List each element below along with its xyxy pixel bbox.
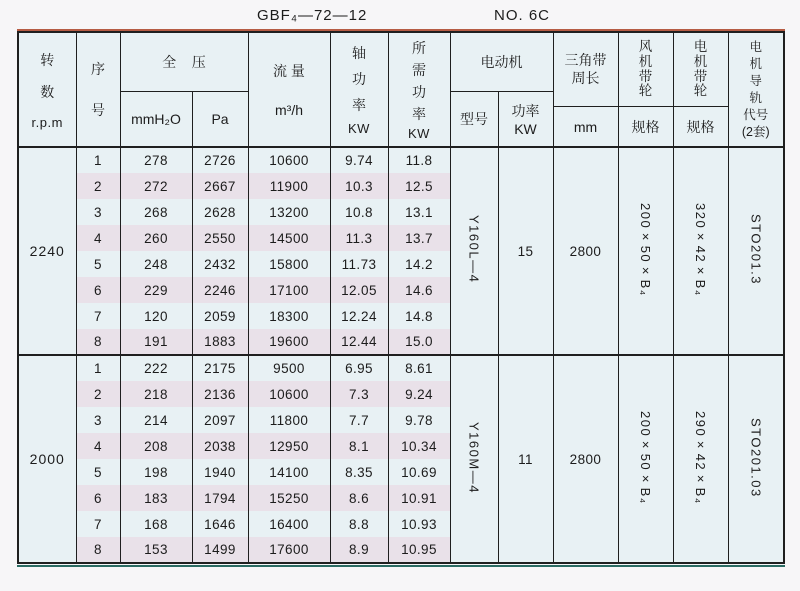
motor-pulley-value-vertical-text: 320×42×B₄: [693, 202, 708, 297]
rail-code-value-vertical-text: STO201.3: [748, 213, 764, 286]
cell-pa: 1794: [192, 485, 248, 511]
cell-mmh2o: 272: [120, 173, 192, 199]
cell-flow: 13200: [248, 199, 330, 225]
cell-pa: 1499: [192, 537, 248, 563]
cell-required-power: 14.2: [388, 251, 450, 277]
cell-mmh2o: 278: [120, 147, 192, 173]
motor-pulley-value: [673, 355, 728, 563]
cell-seq: 8: [76, 329, 120, 355]
belt-length-value: 2800: [553, 355, 618, 563]
cell-mmh2o: 183: [120, 485, 192, 511]
speed-group-2240: [18, 147, 784, 355]
cell-pa: 2097: [192, 407, 248, 433]
cell-pa: 2726: [192, 147, 248, 173]
motor-model-value-vertical-text: Y160L—4: [466, 215, 482, 284]
cell-pa: 1646: [192, 511, 248, 537]
cell-shaft-power: 7.3: [330, 381, 388, 407]
cell-mmh2o: 120: [120, 303, 192, 329]
cell-flow: 14100: [248, 459, 330, 485]
cell-shaft-power: 10.8: [330, 199, 388, 225]
motor-pulley-value-vertical-text: 290×42×B₄: [693, 410, 708, 505]
cell-mmh2o: 198: [120, 459, 192, 485]
cell-seq: 1: [76, 355, 120, 381]
col-header-motor-model: 型号: [450, 91, 498, 147]
cell-flow: 10600: [248, 147, 330, 173]
col-header-rpm: 转 数 r.p.m: [18, 32, 76, 147]
col-header-rail-code: 电 机 导 轨 代号 (2套): [728, 32, 784, 147]
cell-shaft-power: 7.7: [330, 407, 388, 433]
cell-flow: 17100: [248, 277, 330, 303]
cell-mmh2o: 153: [120, 537, 192, 563]
rail-code-value: [728, 355, 784, 563]
cell-pa: 2432: [192, 251, 248, 277]
cell-shaft-power: 8.8: [330, 511, 388, 537]
cell-mmh2o: 218: [120, 381, 192, 407]
motor-model-value: [450, 355, 498, 563]
cell-shaft-power: 6.95: [330, 355, 388, 381]
cell-pa: 2550: [192, 225, 248, 251]
motor-model-value: [450, 147, 498, 355]
col-header-shaft-power: 轴 功 率 KW: [330, 32, 388, 147]
col-header-mmh2o: mmH₂O: [120, 91, 192, 147]
cell-shaft-power: 11.3: [330, 225, 388, 251]
rpm-value: 2240: [18, 147, 76, 355]
cell-mmh2o: 268: [120, 199, 192, 225]
cell-seq: 4: [76, 433, 120, 459]
cell-required-power: 13.7: [388, 225, 450, 251]
cell-seq: 5: [76, 251, 120, 277]
cell-shaft-power: 12.44: [330, 329, 388, 355]
col-header-motor-power: 功率 KW: [498, 91, 553, 147]
cell-flow: 15250: [248, 485, 330, 511]
cell-pa: 2246: [192, 277, 248, 303]
cell-seq: 4: [76, 225, 120, 251]
cell-shaft-power: 8.1: [330, 433, 388, 459]
cell-pa: 2175: [192, 355, 248, 381]
cell-pa: 2059: [192, 303, 248, 329]
table-wrapper: [17, 29, 785, 567]
cell-flow: 11800: [248, 407, 330, 433]
fan-pulley-value: [618, 147, 673, 355]
cell-shaft-power: 8.35: [330, 459, 388, 485]
cell-mmh2o: 229: [120, 277, 192, 303]
col-header-motor-pulley: 电 机 带 轮 规格: [673, 32, 728, 147]
cell-required-power: 14.8: [388, 303, 450, 329]
fan-pulley-value: [618, 355, 673, 563]
col-header-fan-pulley: 风 机 带 轮 规格: [618, 32, 673, 147]
cell-flow: 12950: [248, 433, 330, 459]
cell-required-power: 11.8: [388, 147, 450, 173]
rpm-value: 2000: [18, 355, 76, 563]
cell-required-power: 12.5: [388, 173, 450, 199]
cell-flow: 15800: [248, 251, 330, 277]
cell-pa: 2136: [192, 381, 248, 407]
cell-required-power: 10.95: [388, 537, 450, 563]
cell-required-power: 13.1: [388, 199, 450, 225]
cell-required-power: 10.34: [388, 433, 450, 459]
cell-flow: 10600: [248, 381, 330, 407]
cell-required-power: 8.61: [388, 355, 450, 381]
cell-seq: 7: [76, 511, 120, 537]
cell-required-power: 10.91: [388, 485, 450, 511]
cell-required-power: 9.24: [388, 381, 450, 407]
cell-flow: 19600: [248, 329, 330, 355]
cell-shaft-power: 12.05: [330, 277, 388, 303]
table-header: [18, 32, 784, 147]
cell-mmh2o: 208: [120, 433, 192, 459]
fan-pulley-value-vertical-text: 200×50×B₄: [638, 202, 653, 297]
cell-seq: 6: [76, 277, 120, 303]
cell-shaft-power: 12.24: [330, 303, 388, 329]
col-header-motor: 电动机: [450, 32, 553, 91]
col-header-seq: 序 号: [76, 32, 120, 147]
cell-shaft-power: 11.73: [330, 251, 388, 277]
cell-flow: 17600: [248, 537, 330, 563]
cell-required-power: 10.69: [388, 459, 450, 485]
cell-required-power: 15.0: [388, 329, 450, 355]
doc-title-number: NO. 6C: [494, 7, 551, 24]
cell-seq: 6: [76, 485, 120, 511]
cell-required-power: 14.6: [388, 277, 450, 303]
cell-flow: 16400: [248, 511, 330, 537]
rail-code-value: [728, 147, 784, 355]
cell-mmh2o: 191: [120, 329, 192, 355]
fan-pulley-value-vertical-text: 200×50×B₄: [638, 410, 653, 505]
motor-power-value: 15: [498, 147, 553, 355]
cell-pa: 2628: [192, 199, 248, 225]
cell-seq: 2: [76, 381, 120, 407]
cell-seq: 1: [76, 147, 120, 173]
cell-mmh2o: 222: [120, 355, 192, 381]
cell-seq: 7: [76, 303, 120, 329]
cell-flow: 11900: [248, 173, 330, 199]
cell-shaft-power: 9.74: [330, 147, 388, 173]
col-header-required-power: 所 需 功 率 KW: [388, 32, 450, 147]
title-bar: [0, 0, 800, 31]
cell-flow: 18300: [248, 303, 330, 329]
col-header-pa: Pa: [192, 91, 248, 147]
belt-length-value: 2800: [553, 147, 618, 355]
cell-required-power: 9.78: [388, 407, 450, 433]
cell-flow: 9500: [248, 355, 330, 381]
speed-group-2000: [18, 355, 784, 563]
cell-shaft-power: 8.9: [330, 537, 388, 563]
doc-title-model: GBF₄—72—12: [257, 7, 368, 24]
data-row: [18, 355, 784, 381]
cell-seq: 2: [76, 173, 120, 199]
col-header-total-pressure: 全 压: [120, 32, 248, 91]
cell-seq: 8: [76, 537, 120, 563]
cell-seq: 5: [76, 459, 120, 485]
fan-spec-table: [17, 31, 785, 564]
cell-seq: 3: [76, 199, 120, 225]
motor-pulley-value: [673, 147, 728, 355]
cell-required-power: 10.93: [388, 511, 450, 537]
cell-pa: 1940: [192, 459, 248, 485]
rail-code-value-vertical-text: STO201.03: [748, 417, 764, 498]
data-row: [18, 147, 784, 173]
motor-power-value: 11: [498, 355, 553, 563]
col-header-belt-length: 三角带 周长 mm: [553, 32, 618, 147]
cell-mmh2o: 214: [120, 407, 192, 433]
cell-shaft-power: 10.3: [330, 173, 388, 199]
cell-mmh2o: 260: [120, 225, 192, 251]
cell-pa: 1883: [192, 329, 248, 355]
cell-shaft-power: 8.6: [330, 485, 388, 511]
cell-mmh2o: 168: [120, 511, 192, 537]
col-header-flow: 流 量 m³/h: [248, 32, 330, 147]
cell-mmh2o: 248: [120, 251, 192, 277]
cell-pa: 2038: [192, 433, 248, 459]
cell-flow: 14500: [248, 225, 330, 251]
motor-model-value-vertical-text: Y160M—4: [466, 421, 482, 494]
cell-seq: 3: [76, 407, 120, 433]
cell-pa: 2667: [192, 173, 248, 199]
